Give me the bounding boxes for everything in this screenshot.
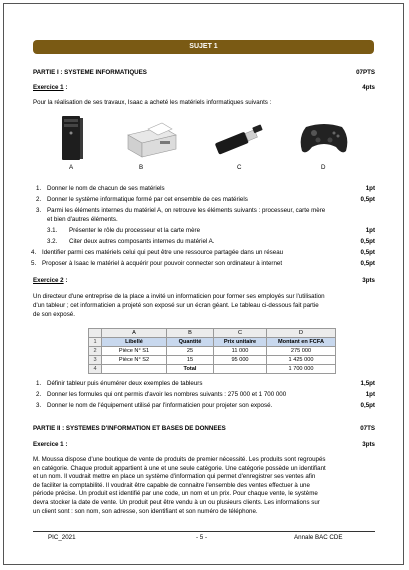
column-header: B bbox=[167, 329, 214, 338]
ex1-q3-1 bbox=[33, 227, 375, 235]
cell: 25 bbox=[167, 347, 214, 356]
q-num: 1. bbox=[36, 185, 42, 192]
q-text: Donner les formules qui ont permis d'avoir les nombres suivants : 275 000 et 1 700 000 bbox=[47, 391, 287, 398]
computer-tower-icon bbox=[56, 115, 86, 161]
ex2-title: Exercice 2 bbox=[33, 277, 64, 284]
q-num: 3.1. bbox=[47, 227, 58, 234]
cell: 95 000 bbox=[214, 356, 267, 365]
q-text: Présenter le rôle du processeur et la carte mère bbox=[69, 227, 201, 234]
row-number: 2 bbox=[89, 347, 102, 356]
cell: Pièce N° S1 bbox=[102, 347, 167, 356]
cell: Prix unitaire bbox=[214, 338, 267, 347]
paragraph-line: et un nom. Il voudrait mettre en place un système d'information qui permet d'enregistrer ses ventes afin bbox=[33, 473, 316, 481]
ex2-q2 bbox=[33, 391, 375, 399]
ex2-q1 bbox=[33, 380, 375, 388]
ex1-q2 bbox=[33, 196, 375, 204]
q-num: 4. bbox=[31, 249, 37, 256]
ex1-title: Exercice 1 bbox=[33, 84, 64, 91]
ex1-q3-cont bbox=[33, 216, 375, 224]
figure-label-d: D bbox=[321, 164, 326, 171]
cell: 1 700 000 bbox=[267, 365, 336, 374]
paragraph-line: en catégorie. Chaque produit appartient à une et une seule catégorie. Une catégorie possède un identifiant bbox=[33, 464, 326, 472]
cell: Quantité bbox=[167, 338, 214, 347]
row-number: 1 bbox=[89, 338, 102, 347]
q-points: 0,5pt bbox=[360, 260, 375, 267]
q-num: 3. bbox=[36, 402, 42, 409]
q-points: 0,5pt bbox=[360, 238, 375, 245]
cell bbox=[102, 365, 167, 374]
column-header: A bbox=[102, 329, 167, 338]
q-text: et bien d'autres éléments. bbox=[47, 216, 118, 223]
table-row bbox=[89, 347, 336, 356]
part2-title: PARTIE II : SYSTEMES D'INFORMATION ET BASES DE DONNEES bbox=[33, 425, 226, 432]
paragraph-line: M. Moussa dispose d'une boutique de vente de produits de premier nécessité. Les produits sont regroupés bbox=[33, 456, 326, 463]
q-points: 0,5pt bbox=[360, 402, 375, 409]
q-num: 3. bbox=[36, 207, 42, 214]
row-number: 3 bbox=[89, 356, 102, 365]
q-text: Donner le nom de chacun de ses matériels bbox=[47, 185, 165, 192]
cell bbox=[214, 365, 267, 374]
page-number: - 5 - bbox=[196, 534, 208, 541]
ex1-colon: : bbox=[63, 84, 68, 91]
subject-banner: SUJET 1 bbox=[33, 40, 374, 54]
ex3-title: Exercice 1 bbox=[33, 441, 64, 448]
ex2-intro-1: Un directeur d'une entreprise de la place a invité un informaticien pour former ses employés sur l'utilisation bbox=[33, 293, 325, 300]
q-text: Parmi les éléments internes du matériel A, on retrouve les éléments suivants : processeur, carte mère bbox=[47, 207, 326, 214]
ex1-points: 4pts bbox=[362, 84, 375, 91]
ex2-q3 bbox=[33, 402, 375, 410]
cell: Montant en FCFA bbox=[267, 338, 336, 347]
q-points: 1,5pt bbox=[360, 380, 375, 387]
q-text: Donner le système informatique formé par cet ensemble de ces matériels bbox=[47, 196, 248, 203]
cell: 275 000 bbox=[267, 347, 336, 356]
spreadsheet-column-headers bbox=[89, 329, 336, 338]
q-points: 0,5pt bbox=[360, 249, 375, 256]
ex3-paragraph bbox=[33, 456, 375, 516]
cell: Total bbox=[167, 365, 214, 374]
ex1-q1 bbox=[33, 185, 375, 193]
part2-points: 07TS bbox=[360, 425, 375, 432]
figure-label-a: A bbox=[69, 164, 74, 171]
paragraph-line: devra stocker la date de vente. Un produit peut être vendu à un ou plusieurs clients. Les informations sur bbox=[33, 498, 320, 506]
cell: 11 000 bbox=[214, 347, 267, 356]
q-text: Identifier parmi ces matériels celui qui peut être une ressource partagée dans un réseau bbox=[42, 249, 284, 256]
ex2-colon: : bbox=[63, 277, 68, 284]
ex1-q3 bbox=[33, 207, 375, 215]
footer-left: PIC_2021 bbox=[48, 534, 76, 541]
q-num: 2. bbox=[36, 196, 42, 203]
ex1-q4 bbox=[33, 249, 375, 257]
q-num: 3.2. bbox=[47, 238, 58, 245]
column-header: D bbox=[267, 329, 336, 338]
footer-rule bbox=[33, 531, 375, 532]
ex1-q3-2 bbox=[33, 238, 375, 246]
ex2-points: 3pts bbox=[362, 277, 375, 284]
ex3-colon: : bbox=[63, 441, 68, 448]
ex3-heading bbox=[33, 441, 375, 449]
table-row bbox=[89, 338, 336, 347]
cell: Libellé bbox=[102, 338, 167, 347]
cell: Pièce N° S2 bbox=[102, 356, 167, 365]
paragraph-line: un client sont : son nom, son adresse, son identifiant et son numéro de téléphone. bbox=[33, 507, 258, 515]
ex1-intro: Pour la réalisation de ses travaux, Isaac a acheté les matériels informatiques suivants : bbox=[33, 99, 272, 106]
paragraph-line: de faciliter la comptabilité. Il voudrait être capable de connaitre l'ensemble des ventes effectuer à une bbox=[33, 481, 310, 489]
row-number: 4 bbox=[89, 365, 102, 374]
part2-heading bbox=[33, 425, 375, 433]
part1-title: PARTIE I : SYSTEME INFORMATIQUES bbox=[33, 69, 147, 76]
part1-heading bbox=[33, 69, 375, 77]
ex2-intro-3: de son exposé. bbox=[33, 311, 75, 318]
q-text: Proposer à Isaac le matériel à acquérir pour pouvoir connecter son ordinateur à internet bbox=[42, 260, 283, 267]
paragraph-line: période précise. Un produit est identifié par une code, un nom et un prix. Pour chaque vente, le système bbox=[33, 490, 318, 498]
figure-label-c: C bbox=[237, 164, 242, 171]
q-text: Définir tableur puis énumérer deux exemples de tableurs bbox=[47, 380, 203, 387]
ex2-intro-2: d'un tableur ; cet informaticien a projeté son exposé sur un écran géant. Le tableau ci-dessous fait partie bbox=[33, 302, 319, 309]
q-points: 1pt bbox=[365, 227, 375, 234]
q-num: 1. bbox=[36, 380, 42, 387]
cell: 1 425 000 bbox=[267, 356, 336, 365]
q-text: Citer deux autres composants internes du matériel A. bbox=[69, 238, 215, 245]
ex1-heading bbox=[33, 84, 375, 92]
table-row bbox=[89, 365, 336, 374]
q-num: 5. bbox=[31, 260, 37, 267]
cell: 15 bbox=[167, 356, 214, 365]
part1-points: 07PTS bbox=[356, 69, 375, 76]
footer-right: Annale BAC CDE bbox=[294, 534, 343, 541]
gamepad-icon bbox=[298, 115, 350, 157]
column-header: C bbox=[214, 329, 267, 338]
ex3-points: 3pts bbox=[362, 441, 375, 448]
q-num: 2. bbox=[36, 391, 42, 398]
q-points: 0,5pt bbox=[360, 196, 375, 203]
table-row bbox=[89, 356, 336, 365]
ex1-q5 bbox=[33, 260, 375, 268]
figure-label-b: B bbox=[139, 164, 144, 171]
usb-drive-icon bbox=[209, 122, 265, 158]
q-points: 1pt bbox=[365, 185, 375, 192]
printer-icon bbox=[122, 117, 178, 161]
spreadsheet-table bbox=[88, 328, 336, 374]
ex2-heading bbox=[33, 277, 375, 285]
q-text: Donner le nom de l'équipement utilisé par l'informaticien pour projeter son exposé. bbox=[47, 402, 273, 409]
q-points: 1pt bbox=[365, 391, 375, 398]
